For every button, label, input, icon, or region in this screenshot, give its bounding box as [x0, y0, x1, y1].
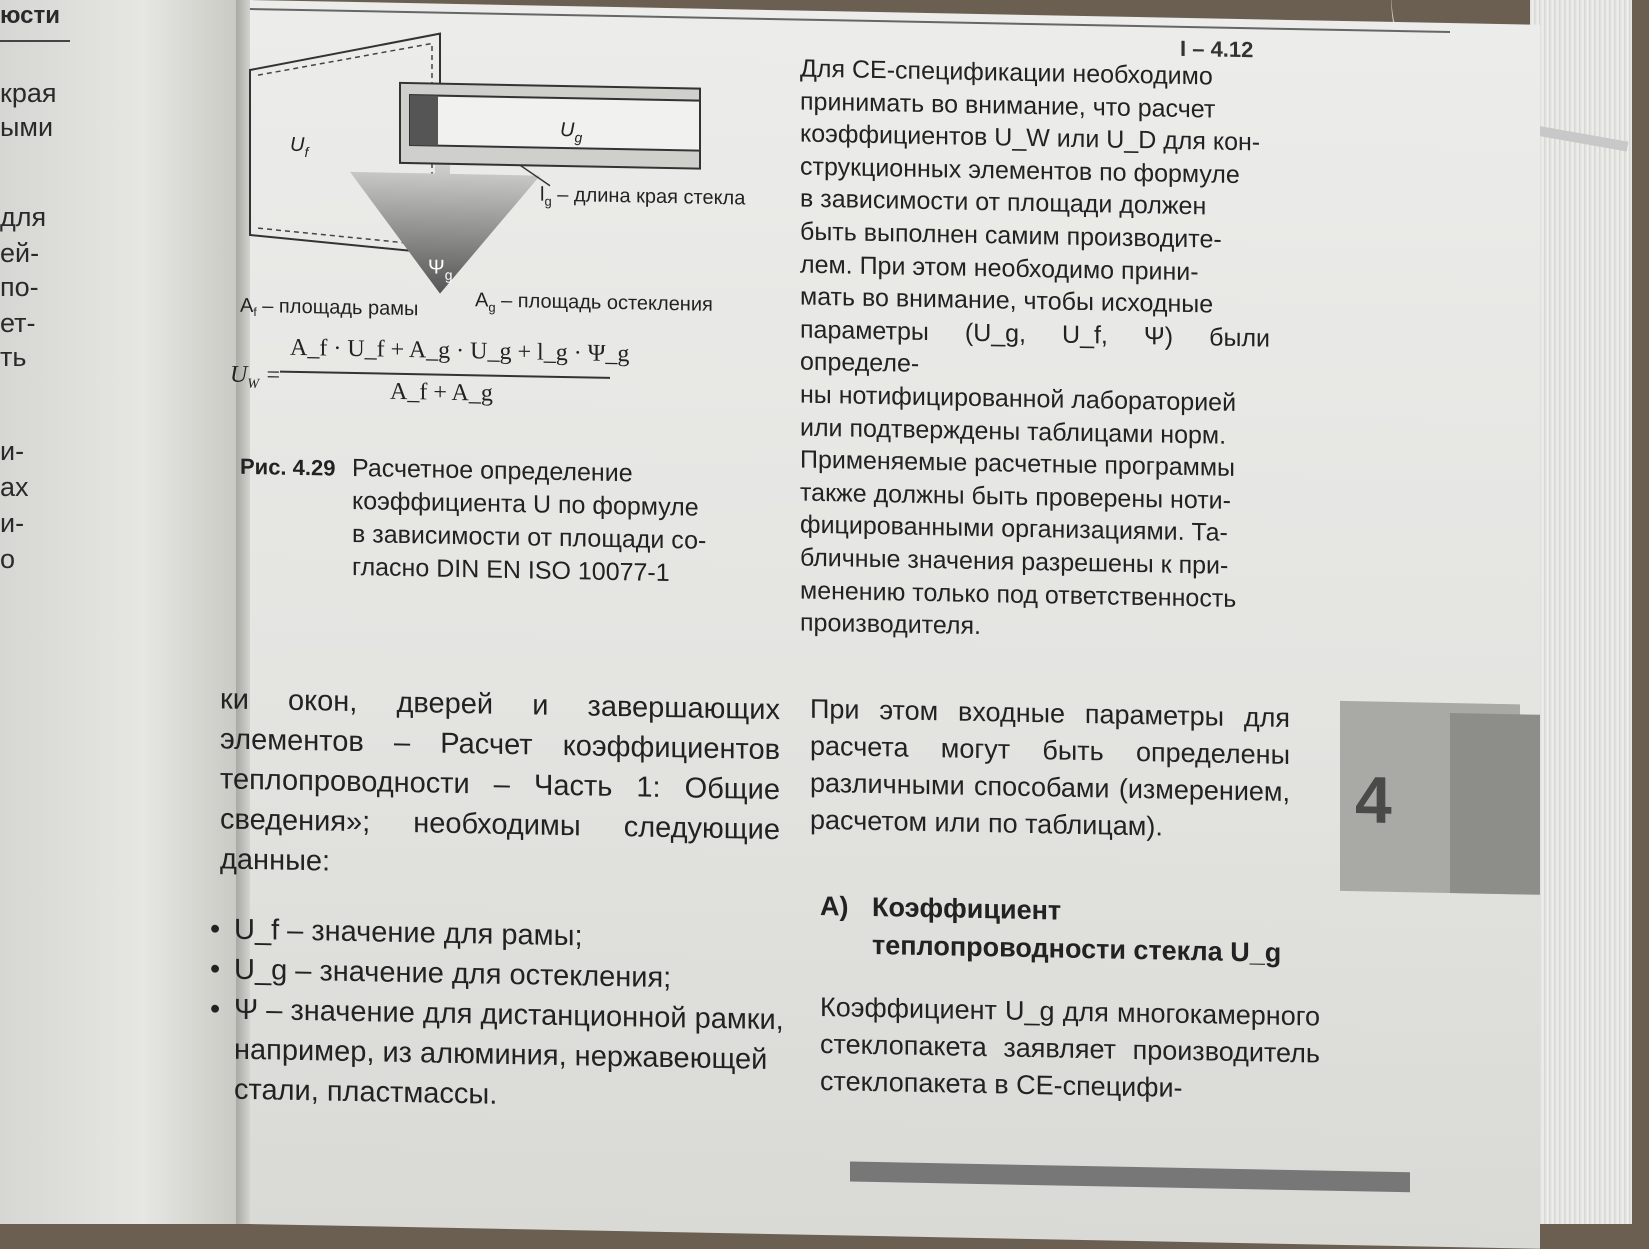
section-heading [820, 887, 1300, 968]
formula-fraction-bar [280, 371, 610, 379]
left-fragment: по- [0, 272, 39, 302]
right-column-paragraph-2: При этом входные параметры для расчета могут быть определены различными способами (измерением, расчетом или по таблицам). [810, 693, 1290, 842]
af-caption [240, 295, 418, 322]
right-column-paragraph-1: Для CE-спецификации необходимо принимать во внимание, что расчет коэффициентов U_W или U_D для кон- струкционных элементов по формуле в зависимости от площади должен быть выполнен самим производите- лем. При этом необходимо прини- мать во внимание, чтобы исходные параметры (U_g, U_f, Ψ) были определе- ны нотифицированной лабораторией или подтверждены таблицами норм. Применяемые расчетные программы также должны быть проверены ноти- фицированными организациями. Та- бличные значения разрешены к при- менению только под ответственность производителя. [800, 54, 1270, 641]
figure-caption-text: Расчетное определение коэффициента U по формуле в зависимости от площади со- гласно DIN EN ISO 10077-1 [352, 453, 707, 588]
left-fragment: ет- [0, 308, 36, 338]
ag-text: – площадь остекления [495, 289, 713, 316]
glazing-pane [410, 95, 700, 151]
figure-number: Рис. 4.29 [240, 453, 336, 481]
left-page-header: юсти [0, 2, 61, 29]
left-column-paragraph: ки окон, дверей и завершающих элементов – Расчет коэффициентов теплопроводности – Часть 1: Общие сведения»; необходимы следующие данные: [220, 683, 780, 878]
af-text: – площадь рамы [256, 295, 419, 321]
left-fragment: ыми [0, 112, 54, 142]
formula-lhs-symbol: U [230, 361, 248, 388]
page-number: I – 4.12 [1180, 35, 1254, 63]
af-symbol: A [240, 294, 254, 318]
spacer [410, 95, 438, 146]
list-item: • Ψ – значение для дистанционной рамки, например, из алюминия, нержавеющей стали, пластмассы. [210, 989, 790, 1120]
list-item: • U_g – значение для остекления; [210, 949, 790, 1000]
requirements-list [210, 909, 790, 1120]
ag-subscript: g [488, 299, 496, 315]
psi-subscript: g [444, 266, 453, 283]
left-fragment: и- [0, 508, 25, 538]
formula-equals: = [259, 362, 282, 389]
section-letter: A) [820, 890, 849, 922]
left-fragment: края [0, 78, 57, 108]
uf-symbol: U [290, 133, 305, 157]
lg-caption [540, 184, 746, 213]
header-rule [0, 40, 70, 42]
psi-symbol: Ψ [428, 256, 445, 279]
af-subscript: f [253, 305, 257, 320]
left-page [0, 0, 240, 1224]
left-fragment: ах [0, 472, 29, 502]
lg-symbol: l [540, 183, 545, 206]
uw-formula [230, 330, 650, 428]
formula-denominator: A_f + A_g [390, 378, 493, 407]
chapter-thumb-tab-shadow [1450, 713, 1540, 895]
figure-caption [240, 450, 760, 588]
lg-text: – длина края стекла [551, 183, 746, 210]
uf-subscript: f [304, 144, 309, 161]
formula-lhs [230, 362, 281, 394]
left-fragment: о [0, 544, 16, 574]
left-fragment: и- [0, 436, 25, 466]
section-title: Коэффициент теплопроводности стекла U_g [872, 891, 1282, 968]
uf-label [290, 134, 310, 160]
right-column-paragraph-3: Коэффициент U_g для многокамерного стеклопакета заявляет производитель стеклопакета в CE-специфи- [820, 991, 1320, 1103]
page-edges [1530, 0, 1632, 1224]
right-page [220, 0, 1540, 1249]
left-fragment: для [0, 202, 47, 232]
list-item: • U_f – значение для рамы; [210, 909, 790, 960]
left-fragment: ей- [0, 238, 40, 268]
left-fragment: ть [0, 342, 27, 372]
bottom-strip [850, 1162, 1410, 1193]
lg-subscript: g [544, 193, 552, 209]
ag-symbol: A [475, 289, 489, 312]
formula-lhs-subscript: W [247, 376, 260, 392]
chapter-number: 4 [1355, 762, 1392, 837]
formula-numerator: A_f · U_f + A_g · U_g + l_g · Ψ_g [290, 334, 630, 368]
ag-caption [475, 289, 713, 319]
ug-symbol: U [560, 118, 575, 142]
ug-subscript: g [574, 129, 583, 146]
